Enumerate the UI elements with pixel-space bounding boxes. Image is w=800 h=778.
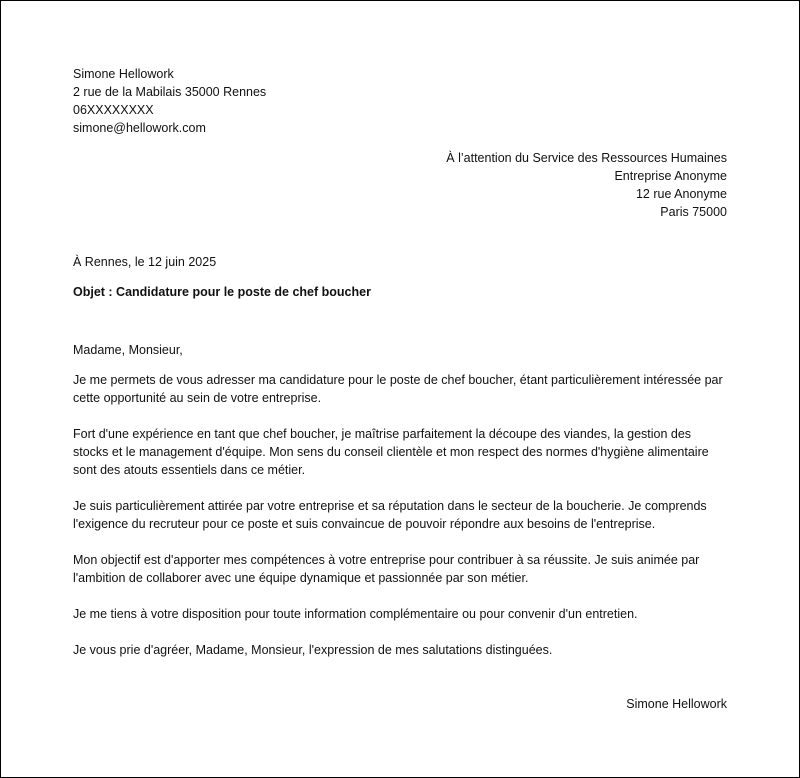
letter-salutation: Madame, Monsieur, — [73, 343, 183, 357]
sender-email: simone@hellowork.com — [73, 121, 206, 135]
recipient-city: Paris 75000 — [660, 205, 727, 219]
letter-date: À Rennes, le 12 juin 2025 — [73, 255, 217, 269]
letter-closing: Je vous prie d'agréer, Madame, Monsieur, l'expression de mes salutations distinguées. — [73, 643, 553, 657]
recipient-block — [446, 149, 727, 221]
letter-paragraph-3: Je suis particulièrement attirée par votre entreprise et sa réputation dans le secteur de la boucherie. Je comprends l'exigence du recruteur pour ce poste et suis convaincue de pouvoir répondre aux besoins de l'entreprise. — [73, 499, 707, 531]
sender-block — [73, 65, 266, 137]
recipient-street: 12 rue Anonyme — [635, 187, 727, 201]
recipient-company: Entreprise Anonyme — [614, 169, 727, 183]
letter-signature: Simone Hellowork — [626, 697, 727, 711]
letter-paragraph-5: Je me tiens à votre disposition pour toute information complémentaire ou pour convenir d'un entretien. — [73, 607, 638, 621]
letter-subject: Objet : Candidature pour le poste de chef boucher — [73, 285, 371, 299]
letter-paragraph-1: Je me permets de vous adresser ma candidature pour le poste de chef boucher, étant particulièrement intéressée par cette opportunité au sein de votre entreprise. — [73, 373, 723, 405]
sender-address: 2 rue de la Mabilais 35000 Rennes — [73, 85, 267, 99]
letter-body — [73, 341, 729, 677]
letter-paragraph-2: Fort d'une expérience en tant que chef boucher, je maîtrise parfaitement la découpe des viandes, la gestion des stocks et le management d'équipe. Mon sens du conseil clientèle et mon respect des normes d'hygiène alimentaire sont des atouts essentiels dans ce métier. — [73, 427, 709, 477]
sender-name: Simone Hellowork — [73, 67, 174, 81]
letter-paragraph-4: Mon objectif est d'apporter mes compétences à votre entreprise pour contribuer à sa réussite. Je suis animée par l'ambition de collaborer avec une équipe dynamique et passionnée par son métier. — [73, 553, 700, 585]
sender-phone: 06XXXXXXXX — [73, 103, 154, 117]
recipient-attention: À l’attention du Service des Ressources Humaines — [446, 151, 727, 165]
